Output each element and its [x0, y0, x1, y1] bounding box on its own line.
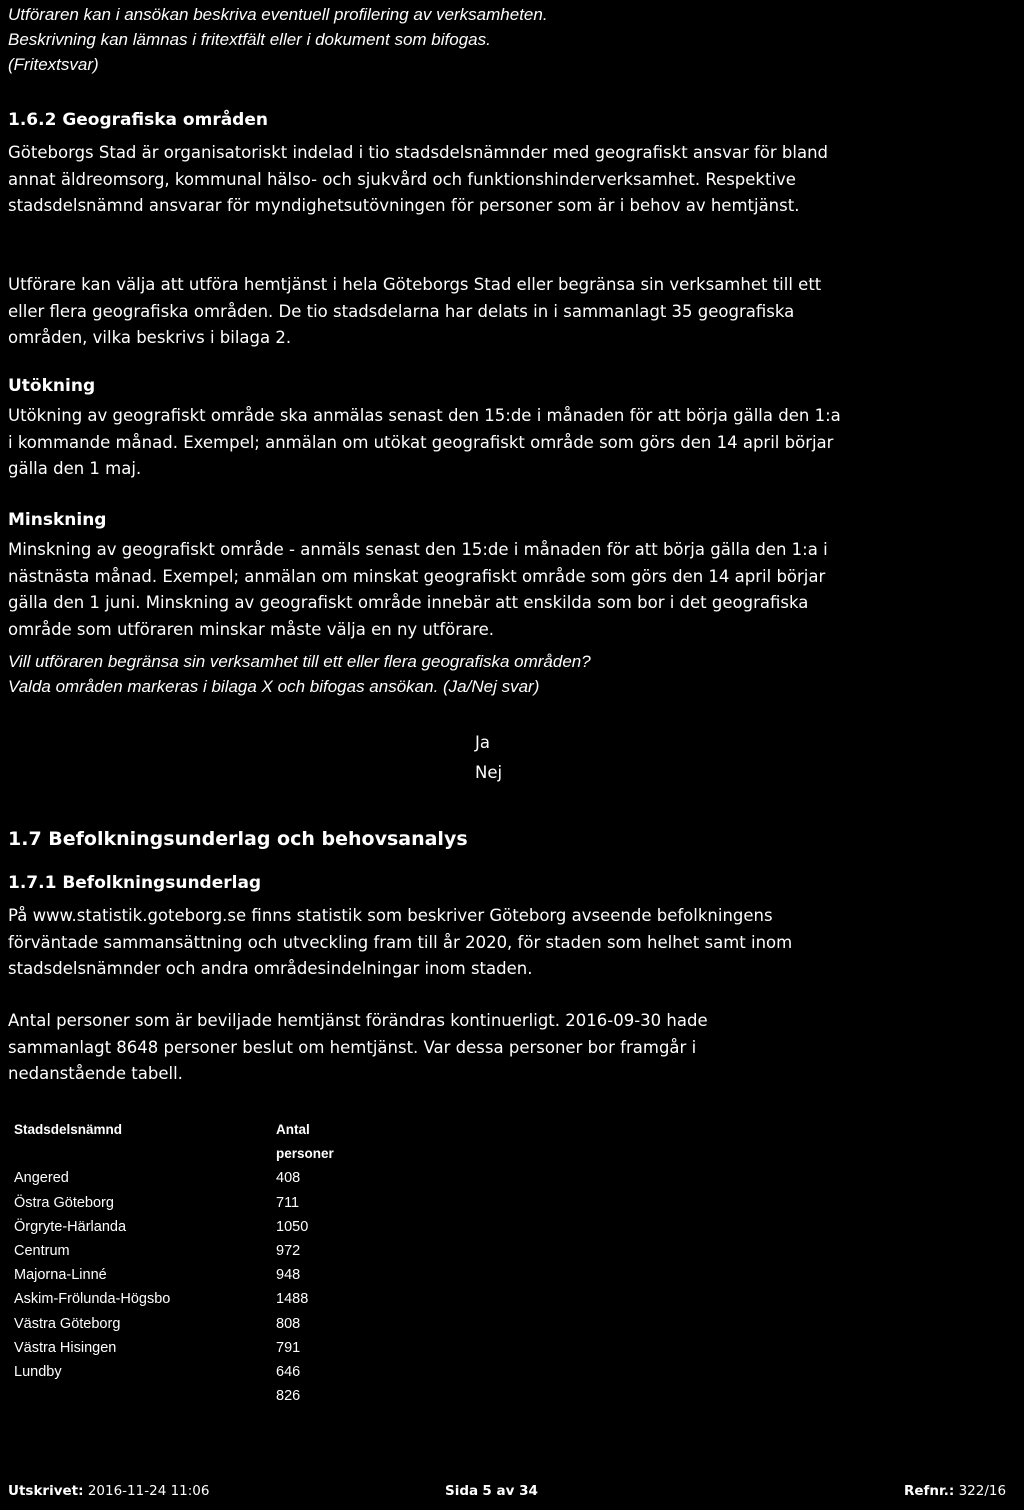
footer-ref-value: 322/16 — [958, 1483, 1007, 1499]
heading-minskning: Minskning — [8, 510, 107, 530]
cell-antal-personer: 711 — [276, 1194, 300, 1211]
cell-antal-personer: 1050 — [276, 1218, 309, 1235]
cell-stadsdelsnamnd: Lundby — [14, 1363, 62, 1380]
footer-printed-value: 2016-11-24 11:06 — [87, 1483, 210, 1499]
paragraph-antal-personer: Antal personer som är beviljade hemtjänst förändras kontinuerligt. 2016-09-30 hade sammanlagt 8648 personer beslut om hemtjänst. Var dessa personer bor framgår i nedanstående tabell. — [8, 1011, 708, 1083]
cell-stadsdelsnamnd: Angered — [14, 1170, 69, 1187]
table-row — [14, 1267, 334, 1291]
cell-stadsdelsnamnd — [14, 1388, 276, 1412]
table-row — [14, 1195, 334, 1219]
cell-stadsdelsnamnd: Östra Göteborg — [14, 1194, 114, 1211]
cell-antal-personer: 948 — [276, 1267, 301, 1284]
heading-utokning: Utökning — [8, 376, 96, 396]
footer-ref — [904, 1483, 1006, 1499]
column-header-antal: Antal — [276, 1122, 310, 1137]
cell-stadsdelsnamnd: Askim-Frölunda-Högsbo — [14, 1291, 171, 1308]
heading-geografiska-omraden: 1.6.2 Geografiska områden — [8, 110, 268, 130]
footer-page-value: 5 av 34 — [482, 1483, 538, 1499]
cell-antal-personer: 646 — [276, 1363, 301, 1380]
footer-page — [445, 1483, 538, 1499]
table-body — [14, 1170, 334, 1412]
table-row — [14, 1291, 334, 1315]
paragraph-organisation: Göteborgs Stad är organisatoriskt indelad i tio stadsdelsnämnder med geografiskt ansvar för bland annat äldreomsorg, kommunal hälso- och sjukvård och funktionshinderverksamhet. Respektive stadsdelsnämnd ansvarar för myndighetsutövningen för personer som är i behov av hemtjänst. — [8, 143, 829, 215]
table-row — [14, 1219, 334, 1243]
cell-antal-personer: 1488 — [276, 1291, 309, 1308]
paragraph-minskning: Minskning av geografiskt område - anmäls senast den 15:de i månaden för att börja gälla den 1:a i nästnästa månad. Exempel; anmälan om minskat geografiskt område som görs den 14 april börjar gälla den 1 juni. Minskning av geografiskt område innebär att enskilda som bor i det geografiska område som utföraren minskar måste välja en ny utförare. — [8, 540, 828, 639]
cell-antal-personer: 972 — [276, 1242, 301, 1259]
table-row — [14, 1388, 334, 1412]
cell-antal-personer: 808 — [276, 1315, 301, 1332]
paragraph-statistik: På www.statistik.goteborg.se finns statistik som beskriver Göteborg avseende befolkningens förväntade sammansättning och utveckling fram till år 2020, för staden som helhet samt inom stadsdelsnämnder och andra områdesindelningar inom staden. — [8, 906, 793, 978]
option-nej[interactable]: Nej — [475, 763, 503, 782]
footer-printed-label: Utskrivet: — [8, 1483, 84, 1499]
footer-ref-label: Refnr.: — [904, 1483, 955, 1499]
column-header-personer: personer — [276, 1146, 334, 1162]
cell-stadsdelsnamnd: Västra Hisingen — [14, 1339, 117, 1356]
paragraph-utforare-omraden: Utförare kan välja att utföra hemtjänst i hela Göteborgs Stad eller begränsa sin verksamhet till ett eller flera geografiska områden. De tio stadsdelarna har delats in i sammanlagt 35 geografiska områden, vilka beskrivs i bilaga 2. — [8, 275, 822, 347]
question-begransa-verksamhet: Vill utföraren begränsa sin verksamhet till ett eller flera geografiska områden? Valda områden markeras i bilaga X och bifogas ansökan. (Ja/Nej svar) — [8, 652, 591, 696]
table-row — [14, 1364, 334, 1388]
hemtjanst-table — [14, 1122, 334, 1412]
table-row — [14, 1340, 334, 1364]
heading-befolkningsunderlag: 1.7.1 Befolkningsunderlag — [8, 873, 262, 893]
table-row — [14, 1170, 334, 1194]
paragraph-utokning: Utökning av geografiskt område ska anmälas senast den 15:de i månaden för att börja gälla den 1:a i kommande månad. Exempel; anmälan om utökat geografiskt område som görs den 14 april börjar gälla den 1 maj. — [8, 406, 841, 478]
cell-stadsdelsnamnd: Västra Göteborg — [14, 1315, 121, 1332]
cell-antal-personer: 826 — [276, 1388, 301, 1405]
column-header-stadsdelsnamnd: Stadsdelsnämnd — [14, 1122, 123, 1137]
cell-stadsdelsnamnd: Örgryte-Härlanda — [14, 1218, 127, 1235]
cell-antal-personer: 408 — [276, 1170, 301, 1187]
footer-printed — [8, 1483, 209, 1499]
footer-page-label: Sida — [445, 1483, 479, 1499]
table-header-row — [14, 1122, 334, 1146]
cell-antal-personer: 791 — [276, 1339, 301, 1356]
table-row — [14, 1316, 334, 1340]
cell-stadsdelsnamnd: Majorna-Linné — [14, 1267, 107, 1284]
table-row — [14, 1243, 334, 1267]
option-ja[interactable]: Ja — [475, 733, 490, 752]
cell-stadsdelsnamnd: Centrum — [14, 1242, 70, 1259]
heading-befolkningsunderlag-behovsanalys: 1.7 Befolkningsunderlag och behovsanalys — [8, 828, 468, 850]
profiling-instruction: Utföraren kan i ansökan beskriva eventuell profilering av verksamheten. Beskrivning kan lämnas i fritextfält eller i dokument som bifogas. (Fritextsvar) — [8, 5, 548, 74]
table-header-row — [14, 1146, 334, 1170]
